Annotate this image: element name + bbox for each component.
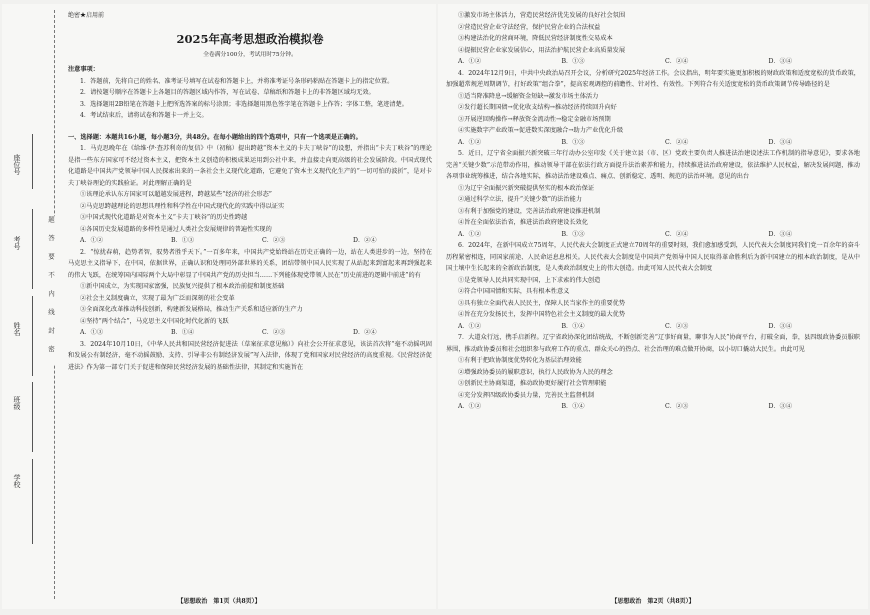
question-7-item: ①有利于把政协制度优势转化为基层治理效能 xyxy=(458,357,582,364)
question-1-item: ④各国历史发展道路的多样性是通过人类社会发展规律的普遍性实现的 xyxy=(80,225,272,233)
question-1-item: ②马克思跨越理论的思想具理性和科学性在中国式现代化的实践中得以证实 xyxy=(80,202,285,210)
option-a: A．①② xyxy=(80,237,104,244)
question-6-item: ②符合中国国情和实际，具有根本性意义 xyxy=(458,288,570,295)
option-a: A．①② xyxy=(458,403,482,410)
question-3-item: ①激发市场主体活力，营造民营经济优先发展的良好社会氛围 xyxy=(458,12,626,19)
question-5-stem: 5．近日，辽宁省全面振兴新突破三年行动办公室印发《关于建立县（市、区）党政主要负责人推进法治建设述法工作机制的指导意见》，要求各地完善“关键少数”示范带动作用，推动领导干部在依法行政方面提升法治素养和能力，持续推进法治政府建设，依法维护人民权益，解决发展问题，推动各项事业统筹推进，结合各地实际，推动法治建设难点、痛点、创新稳定、透明、规范的法治环境。意见的出台 xyxy=(446,150,860,180)
school-label: 学校 xyxy=(13,474,21,488)
section-heading: 一、选择题：本题共16小题，每小题3分，共48分。在每小题给出的四个选项中，只有一个选项是正确的。 xyxy=(68,133,362,141)
question-7-options xyxy=(446,401,860,413)
binding-margin xyxy=(2,4,60,609)
question-2-options xyxy=(68,327,432,339)
question-4-item: ①适当降准降息→缓解资金短缺→激发市场主体活力 xyxy=(458,92,599,100)
confidential-mark: 绝密★启用前 xyxy=(68,12,105,19)
option-c: C．②③ xyxy=(262,329,286,336)
question-6-item: ④旨在充分发扬民主，发挥中国特色社会主义制度的最大优势 xyxy=(458,311,626,318)
question-2-item: ③全面深化改革推动科技创新，构建新发展格局，推动生产关系和适应新的生产力 xyxy=(80,306,303,313)
page-footer: 【思想政治 第2页（共8页）】 xyxy=(611,598,695,605)
question-2-item: ④坚持“两个结合”，马克思主义中国化时代化新的飞跃 xyxy=(80,317,229,325)
question-1-options xyxy=(68,235,432,247)
option-d: D．③④ xyxy=(768,403,793,410)
question-4-item: ②发行超长期国债→优化收支结构→推动经济持续回升向好 xyxy=(458,104,617,111)
page-footer: 【思想政治 第1页（共8页）】 xyxy=(177,598,261,605)
question-4-item: ③开展逆回购操作→释放资金流动性→稳定金融市场预期 xyxy=(458,115,611,123)
option-c: C．②④ xyxy=(665,138,689,146)
option-c: C．②③ xyxy=(665,403,689,410)
note-item: 3．选择题用2B铅笔在答题卡上把所选答案的标号涂黑；非选择题用黑色签字笔在答题卡上作答；字体工整，笔迹清楚。 xyxy=(80,100,408,108)
option-b: B．①③ xyxy=(561,230,585,238)
option-d: D．③④ xyxy=(768,322,793,330)
question-3-item: ③构建法治化的营商环境，降低民营经济制度性交易成本 xyxy=(458,35,613,42)
class-line xyxy=(32,382,33,452)
question-6-stem: 6．2024年，在新中国成立75周年，人民代表大会制度正式建立70周年的重要时刻，我们愈加感受到，人民代表大会制度同我们党一百余年的奋斗历程紧密相连，同国家前途、人民命运息息相关。人民代表大会制度是中国共产党领导中国人民取得革命胜利后为新中国建立的根本政治制度，是从中国土壤中生长起来的全新政治制度，是人类政治制度史上的伟大创造。由此可知人民代表大会制度 xyxy=(446,242,860,272)
option-a: A．①② xyxy=(458,322,482,330)
question-5-item: ①为辽宁全面振兴新突破提供坚实的根本政治保证 xyxy=(458,184,595,192)
question-1-item: ①该理论承认东方国家可以超越发展进程，跨越某些“经济的社会形态” xyxy=(80,191,272,198)
question-3-item: ④提振民营企业家发展信心，用法治护航民营企业高质量发展 xyxy=(458,46,626,54)
question-3-stem: 3．2024年10月10日，《中华人民共和国民营经济促进法（草案征求意见稿）》向社会公开征求意见，该法首次将“毫不动摇巩固和发展公有制经济，毫不动摇鼓励、支持、引导非公有制经济发展”写入法律，体现了党和国家对民营经济的高度重视。《民营经济促进法》作为第一部专门关于促进和保障民营经济发展的基础性法律，其制定和实施旨在 xyxy=(68,340,432,371)
seal-line-text: 题答要不内线封密 xyxy=(47,216,55,364)
option-c: C．②③ xyxy=(665,322,689,330)
notes-title: 注意事项： xyxy=(68,66,99,73)
exam-number-line xyxy=(32,209,33,289)
exam-number-label: 考号 xyxy=(13,236,21,250)
name-label: 姓名 xyxy=(13,322,21,336)
option-d: D．③④ xyxy=(768,138,793,146)
note-item: 4．考试结束后，请将试卷和答题卡一并上交。 xyxy=(80,112,208,119)
option-b: B．①④ xyxy=(561,403,585,410)
right-page xyxy=(438,4,868,609)
question-1-stem: 1．马克思晚年在《给维·伊·查苏利奇的复信》中（初稿）提出跨越“资本主义的卡夫丁峡谷”的设想，并指出“卡夫丁峡谷”的理论是指一些东方国家可不经过资本主义，把资本主义创造的积极成果运用到公社中来，并直接走向更高级的社会发展阶段。中国式现代化道路是中国共产党领导中国人民探索出来的一条社会主义现代化道路，它避免了资本主义现代化生产的“一切可怕的波折”，是对卡夫丁峡谷理论的实践验证。对此理解正确的是 xyxy=(68,145,432,187)
question-7-stem: 7．大道众行远，携手启新程。辽宁省政协深化团结统战，不断创新完善“辽事好商量，聊事为人民”协商平台，打破全面，拳，县四级政协委员服职界围，推动政协委员和社会组织参与政府工作的重点、群众关心的热点、社会治理的难点做开协商，以小切口撬动大民生。由此可见 xyxy=(446,334,860,353)
option-b: B．①④ xyxy=(561,322,585,330)
class-label: 班级 xyxy=(13,396,21,410)
question-2-item: ②社会主义制度确立，实现了最为广泛而深刻的社会变革 xyxy=(80,294,235,302)
question-1-item: ③中国式现代化道路是对资本主义“卡夫丁峡谷”的历史性跨越 xyxy=(80,214,248,221)
option-d: D．③④ xyxy=(768,58,793,65)
question-7-item: ②增强政协委员的履职意识，执行人民政协为人民的理念 xyxy=(458,368,613,376)
option-c: C．②④ xyxy=(665,58,689,65)
name-line xyxy=(32,296,33,376)
option-a: A．①② xyxy=(458,230,482,238)
question-2-item: ①新中国成立，为实现国家富强，民族复兴提供了根本政治前提和制度基础 xyxy=(80,283,285,290)
question-5-item: ②通过科学立法，提升“关键少数”的法治能力 xyxy=(458,196,582,203)
question-4-stem: 4．2024年12月9日，中共中央政治局召开会议，分析研究2025年经济工作。会议指出，明年要实施更加积极的财政政策和适度宽松的货币政策，加强超常规逆周期调节，打好政策“组合拳”，提高宏观调控的前瞻性、针对性、有效性。下列符合有关适度宽松的货币政策调节传导路径的是 xyxy=(446,69,860,88)
seat-number-line xyxy=(32,134,33,189)
option-c: C．②④ xyxy=(665,230,689,238)
question-4-options xyxy=(446,137,860,149)
school-line xyxy=(32,459,33,544)
question-4-item: ④实施数字产业政策→促进数实深度融合→助力产业优化升级 xyxy=(458,127,624,134)
seat-number-label: 座位号 xyxy=(13,154,21,175)
question-5-item: ④旨在全面依法治省，推进法治政府建设长效化 xyxy=(458,219,588,226)
option-a: A．①③ xyxy=(80,329,104,336)
question-6-options xyxy=(446,321,860,333)
option-c: C．②③ xyxy=(262,237,286,244)
question-7-item: ④充分发挥四级政协委员力量，完善民主监督机制 xyxy=(458,391,595,399)
option-d: D．②④ xyxy=(353,329,377,336)
page-title: 2025年高考思想政治模拟卷 xyxy=(176,32,324,46)
option-b: B．①③ xyxy=(561,58,585,65)
question-3-options xyxy=(446,56,860,68)
note-item: 2．请按题号顺序在答题卡上各题目的答题区域内作答，写在试卷、草稿纸和答题卡上的非答题区域均无效。 xyxy=(80,89,375,96)
question-5-item: ③有利于加强党的建设，完善法治政府建设推进机制 xyxy=(458,207,601,215)
option-b: B．①④ xyxy=(171,329,195,336)
left-page xyxy=(2,4,436,609)
option-b: B．①③ xyxy=(171,237,195,244)
note-item: 1．答题前，先将自己的姓名、准考证号填写在试卷和答题卡上，并将准考证号条形码粘贴在答题卡上的指定位置。 xyxy=(80,77,394,85)
right-content xyxy=(446,10,860,413)
question-5-options xyxy=(446,229,860,241)
question-7-item: ③创新民主协商渠道，推动政协更好履行社会管理职能 xyxy=(458,380,607,387)
option-d: D．②④ xyxy=(353,237,377,244)
option-a: A．①② xyxy=(458,138,482,146)
exam-info: 全卷满分100分，考试用时75分钟。 xyxy=(203,52,297,58)
question-3-item: ②营造民营企业守法经营，保护民营企业的合法权益 xyxy=(458,23,601,31)
option-b: B．①③ xyxy=(561,138,585,146)
option-a: A．①② xyxy=(458,58,482,65)
option-d: D．③④ xyxy=(768,230,793,238)
question-2-stem: 2．“惊扰春萌，趋势者智，驭势者胜乎天下。”一百多年来，中国共产党始终站在历史正确的一边，站在人类进步的一边，坚持在马克思主义指导下，在中国，依据世界，正确认识和处理同外部世界的关系，团结带领中国人民实现了从站起来到富起来再到强起来的伟大飞跃，在统筹国内国际两个大局中彰显了中国共产党的历史担当……下列能体现党带领人民在“历史前进的逻辑中前进”的有 xyxy=(68,248,432,279)
question-6-item: ③具有独立全面代表人民民主，保障人民当家作主的重要优势 xyxy=(458,299,626,307)
question-6-item: ①是党领导人民共同实现中国，上下求索的伟大创造 xyxy=(458,276,601,284)
left-content xyxy=(68,4,432,373)
